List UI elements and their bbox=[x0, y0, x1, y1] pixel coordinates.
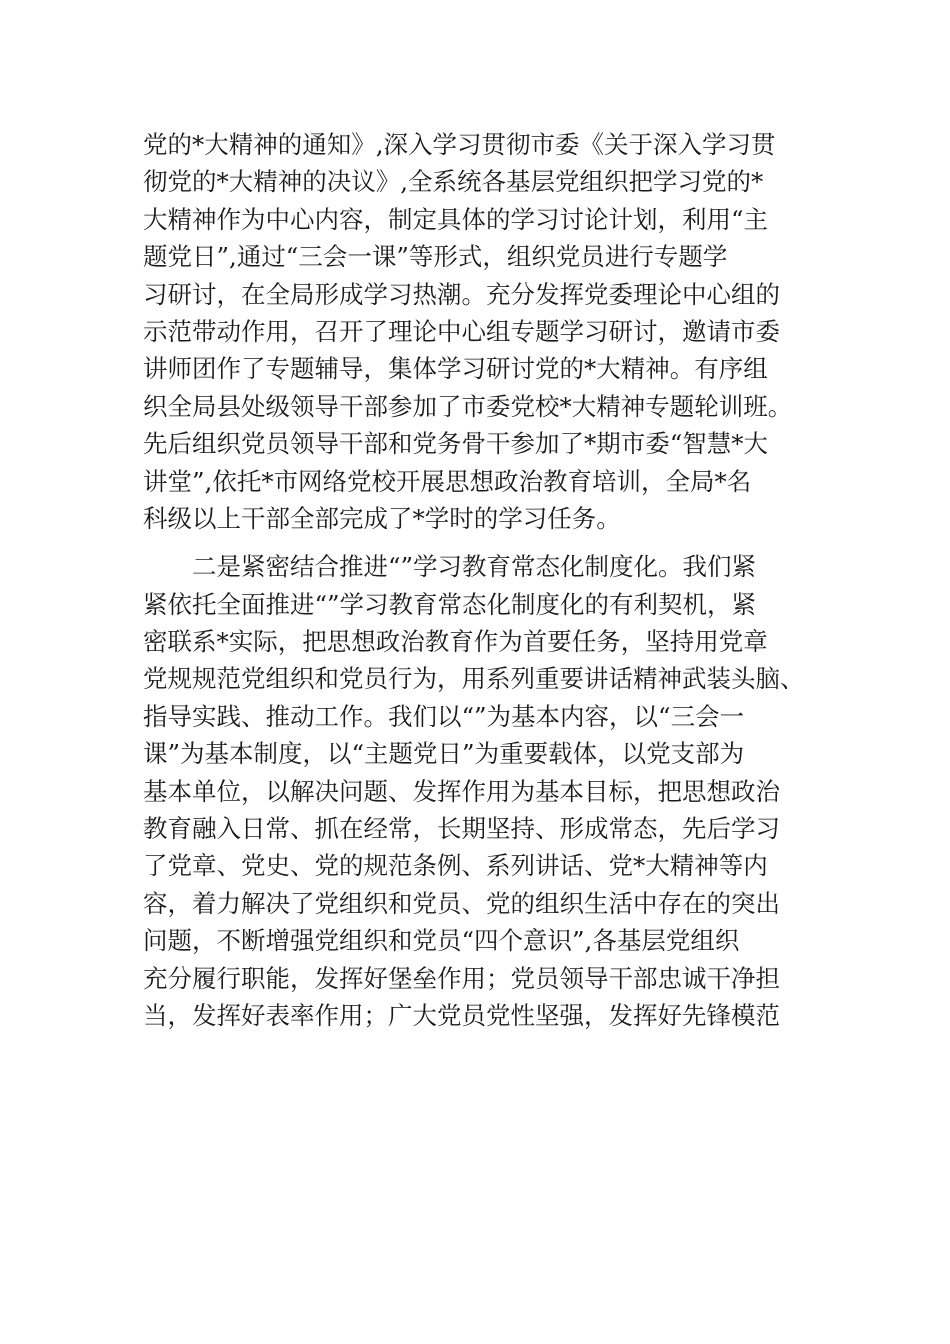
paragraph-spacer bbox=[143, 537, 833, 548]
text-line: 题党日”,通过“三会一课”等形式，组织党员进行专题学 bbox=[143, 242, 728, 272]
text-line: 教育融入日常、抓在经常，长期坚持、形成常态，先后学习 bbox=[143, 814, 780, 844]
text-line: 示范带动作用，召开了理论中心组专题学习研讨，邀请市委 bbox=[143, 316, 780, 346]
document-body bbox=[143, 126, 833, 1034]
text-line: 习研讨，在全局形成学习热潮。充分发挥党委理论中心组的 bbox=[143, 279, 780, 309]
text-line: 基本单位，以解决问题、发挥作用为基本目标，把思想政治 bbox=[143, 776, 780, 806]
text-line: 了党章、党史、党的规范条例、系列讲话、党*大精神等内 bbox=[143, 851, 768, 881]
text-line: 指导实践、推动工作。我们以“”为基本内容，以“三会一 bbox=[143, 701, 745, 731]
text-line: 紧依托全面推进“”学习教育常态化制度化的有利契机，紧 bbox=[143, 589, 757, 619]
text-line: 容，着力解决了党组织和党员、党的组织生活中存在的突出 bbox=[143, 888, 780, 918]
text-line: 讲堂”,依托*市网络党校开展思想政治教育培训，全局*名 bbox=[143, 466, 752, 496]
text-line: 课”为基本制度，以“主题党日”为重要载体，以党支部为 bbox=[143, 739, 745, 769]
paragraph-2 bbox=[143, 548, 833, 1034]
text-line: 二是紧密结合推进“”学习教育常态化制度化。我们紧 bbox=[143, 552, 757, 582]
text-line: 党的*大精神的通知》,深入学习贯彻市委《关于深入学习贯 bbox=[143, 130, 776, 159]
text-line: 充分履行职能，发挥好堡垒作用；党员领导干部忠诚干净担 bbox=[143, 963, 780, 993]
text-line: 问题，不断增强党组织和党员“四个意识”,各基层党组织 bbox=[143, 926, 740, 956]
text-line: 织全局县处级领导干部参加了市委党校*大精神专题轮训班。 bbox=[143, 391, 793, 421]
text-line: 密联系*实际，把思想政治教育作为首要任务，坚持用党章 bbox=[143, 627, 768, 657]
paragraph-1 bbox=[143, 126, 833, 537]
text-line: 彻党的*大精神的决议》,全系统各基层党组织把学习党的* bbox=[143, 167, 764, 197]
text-line: 党规规范党组织和党员行为，用系列重要讲话精神武装头脑、 bbox=[143, 664, 805, 694]
text-line: 大精神作为中心内容，制定具体的学习讨论计划，利用“主 bbox=[143, 204, 769, 234]
text-line: 先后组织党员领导干部和党务骨干参加了*期市委“智慧*大 bbox=[143, 429, 769, 459]
text-line: 讲师团作了专题辅导，集体学习研讨党的*大精神。有序组 bbox=[143, 354, 768, 384]
text-line: 当，发挥好表率作用；广大党员党性坚强，发挥好先锋模范 bbox=[143, 1000, 780, 1030]
text-line: 科级以上干部全部完成了*学时的学习任务。 bbox=[143, 503, 621, 533]
